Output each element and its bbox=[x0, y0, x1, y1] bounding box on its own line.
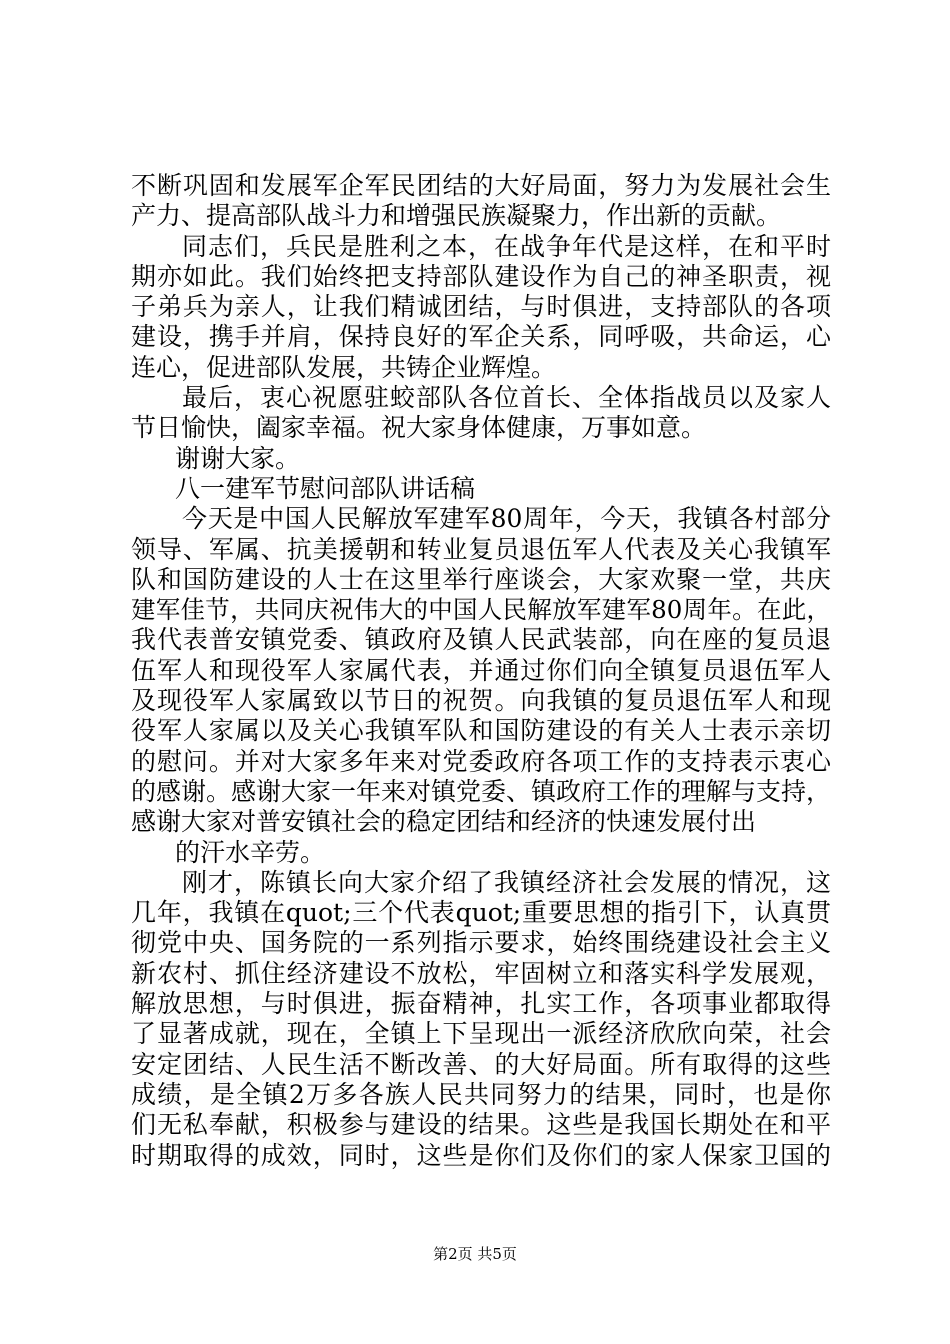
text-line: 期亦如此。我们始终把支持部队建设作为自己的神圣职责，视 bbox=[131, 261, 831, 291]
text-line: 役军人家属以及关心我镇军队和国防建设的有关人士表示亲切 bbox=[131, 716, 831, 746]
text-line: 感谢大家对普安镇社会的稳定团结和经济的快速发展付出 bbox=[131, 807, 757, 837]
section-heading: 八一建军节慰问部队讲话稿 bbox=[175, 473, 476, 503]
text-line: 的汗水辛劳。 bbox=[175, 837, 326, 867]
text-line: 产力、提高部队战斗力和增强民族凝聚力，作出新的贡献。 bbox=[131, 201, 782, 231]
text-line: 几年，我镇在quot;三个代表quot;重要思想的指引下，认真贯 bbox=[131, 898, 831, 928]
text-line: 子弟兵为亲人，让我们精诚团结，与时俱进，支持部队的各项 bbox=[131, 292, 831, 322]
text-line: 伍军人和现役军人家属代表，并通过你们向全镇复员退伍军人 bbox=[131, 655, 831, 685]
document-body bbox=[131, 171, 831, 1171]
text-line: 了显著成就，现在，全镇上下呈现出一派经济欣欣向荣，社会 bbox=[131, 1019, 831, 1049]
text-line: 解放思想，与时俱进，振奋精神，扎实工作，各项事业都取得 bbox=[131, 989, 831, 1019]
text-line: 最后，衷心祝愿驻蛟部队各位首长、全体指战员以及家人 bbox=[182, 383, 831, 413]
text-line: 彻党中央、国务院的一系列指示要求，始终围绕建设社会主义 bbox=[131, 928, 831, 958]
text-line: 时期取得的成效，同时，这些是你们及你们的家人保家卫国的 bbox=[131, 1140, 831, 1170]
text-line: 新农村、抓住经济建设不放松，牢固树立和落实科学发展观， bbox=[131, 958, 831, 988]
text-line: 谢谢大家。 bbox=[175, 443, 301, 473]
text-line: 成绩，是全镇2万多各族人民共同努力的结果，同时，也是你 bbox=[131, 1079, 831, 1109]
page-footer bbox=[0, 1244, 950, 1264]
page-number: 第2页 共5页 bbox=[433, 1245, 517, 1263]
text-line: 节日愉快，阖家幸福。祝大家身体健康，万事如意。 bbox=[131, 413, 707, 443]
text-line: 刚才，陈镇长向大家介绍了我镇经济社会发展的情况，这 bbox=[182, 867, 831, 897]
text-line: 领导、军属、抗美援朝和转业复员退伍军人代表及关心我镇军 bbox=[131, 534, 831, 564]
text-line: 今天是中国人民解放军建军80周年，今天，我镇各村部分 bbox=[182, 504, 831, 534]
text-line: 建军佳节，共同庆祝伟大的中国人民解放军建军80周年。在此， bbox=[131, 595, 831, 625]
text-line: 及现役军人家属致以节日的祝贺。向我镇的复员退伍军人和现 bbox=[131, 686, 831, 716]
text-line: 的感谢。感谢大家一年来对镇党委、镇政府工作的理解与支持， bbox=[131, 776, 832, 806]
text-line: 不断巩固和发展军企军民团结的大好局面，努力为发展社会生 bbox=[131, 171, 831, 200]
text-line: 连心，促进部队发展，共铸企业辉煌。 bbox=[131, 352, 557, 382]
text-line: 队和国防建设的人士在这里举行座谈会，大家欢聚一堂，共庆 bbox=[131, 564, 831, 594]
text-line: 我代表普安镇党委、镇政府及镇人民武装部，向在座的复员退 bbox=[131, 625, 831, 655]
text-line: 同志们，兵民是胜利之本，在战争年代是这样，在和平时 bbox=[182, 231, 831, 261]
text-line: 的慰问。并对大家多年来对党委政府各项工作的支持表示衷心 bbox=[131, 746, 831, 776]
text-line: 建设，携手并肩，保持良好的军企关系，同呼吸，共命运，心 bbox=[131, 322, 831, 352]
text-line: 们无私奉献，积极参与建设的结果。这些是我国长期处在和平 bbox=[131, 1110, 831, 1140]
text-line: 安定团结、人民生活不断改善、的大好局面。所有取得的这些 bbox=[131, 1049, 831, 1079]
